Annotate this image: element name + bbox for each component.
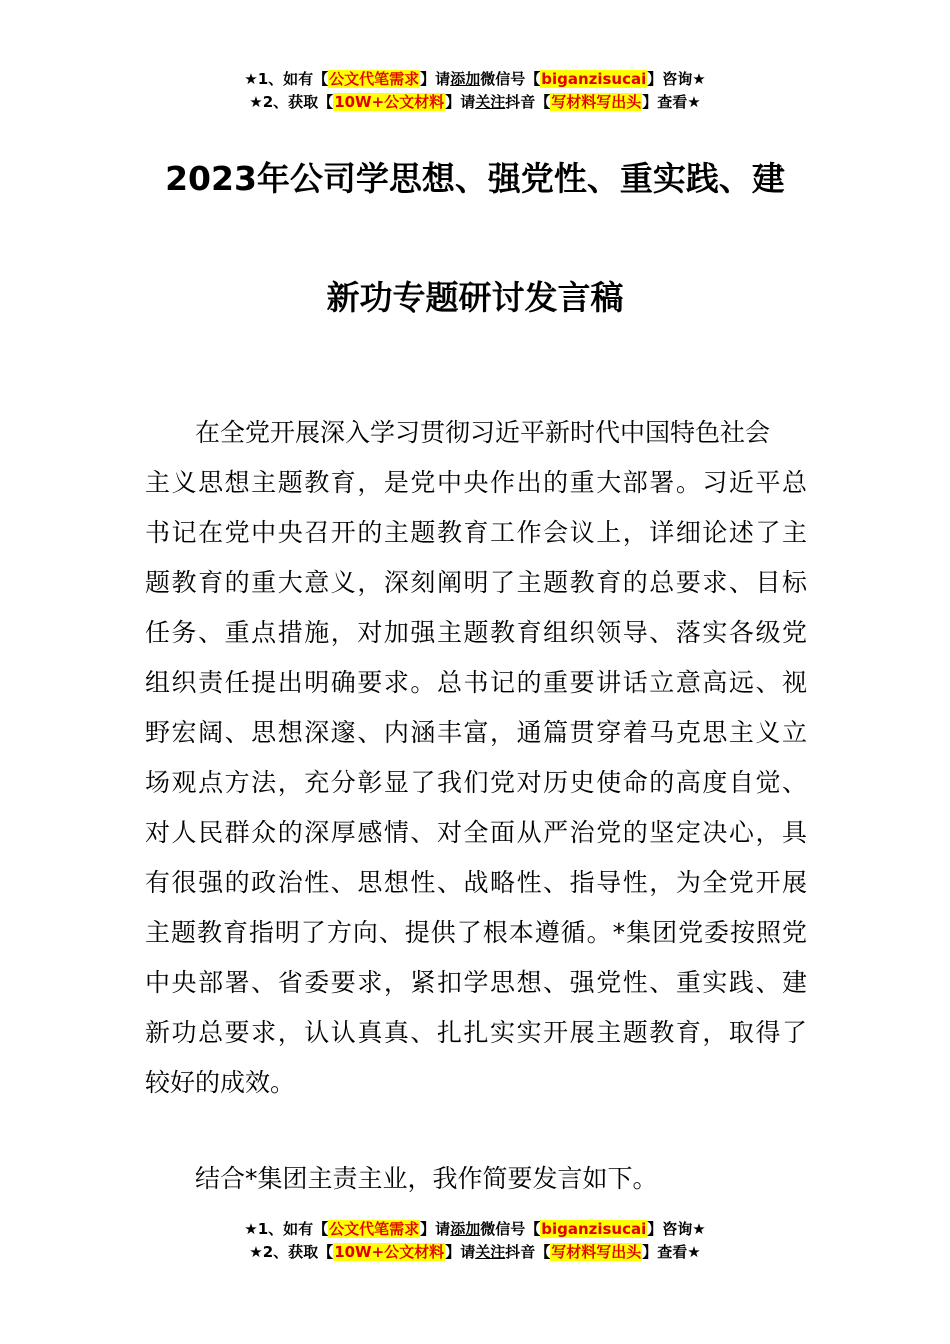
paragraph-line: 中央部署、省委要求，紧扣学思想、强党性、重实践、建 (145, 968, 807, 997)
banner-highlight: 公文代笔需求 (329, 1220, 420, 1238)
paragraph-line: 对人民群众的深厚感情、对全面从严治党的坚定决心，具 (145, 818, 807, 847)
paragraph-line: 场观点方法，充分彰显了我们党对历史使命的高度自觉、 (145, 768, 807, 797)
banner-line-1 (0, 68, 950, 91)
banner-text: 微信号【 (480, 1220, 541, 1238)
banner-text: 】查看★ (642, 93, 701, 111)
banner-text: 抖音【 (505, 93, 551, 111)
banner-highlight: 写材料写出头 (551, 1243, 642, 1261)
banner-text: ★1、如有【 (244, 70, 329, 88)
paragraph-line: 题教育的重大意义，深刻阐明了主题教育的总要求、目标 (145, 568, 807, 597)
banner-text: 】请 (445, 1243, 476, 1261)
banner-text: 】请 (420, 1220, 451, 1238)
banner-underlined: 关注 (475, 93, 506, 111)
paragraph-line: 组织责任提出明确要求。总书记的重要讲话立意高远、视 (145, 668, 807, 697)
paragraph-line: 有很强的政治性、思想性、战略性、指导性，为全党开展 (145, 868, 807, 897)
banner-underlined: 关注 (475, 1243, 506, 1261)
banner-text: 】咨询★ (647, 70, 706, 88)
document-title-line-2: 新功专题研讨发言稿 (326, 278, 624, 317)
banner-text: ★2、获取【 (249, 1243, 334, 1261)
paragraph-line: 在全党开展深入学习贯彻习近平新时代中国特色社会 (195, 418, 771, 447)
banner-underlined: 添加 (450, 1220, 481, 1238)
banner-highlight: biganzisucai (541, 70, 647, 88)
document-title-line-1: 2023年公司学思想、强党性、重实践、建 (165, 159, 785, 198)
banner-text: 抖音【 (505, 1243, 551, 1261)
banner-highlight: 10W+公文材料 (334, 93, 445, 111)
banner-text: 】请 (445, 93, 476, 111)
paragraph-line: 野宏阔、思想深邃、内涵丰富，通篇贯穿着马克思主义立 (145, 718, 807, 747)
paragraph-line: 任务、重点措施，对加强主题教育组织领导、落实各级党 (145, 618, 807, 647)
banner-highlight: 10W+公文材料 (334, 1243, 445, 1261)
banner-text: 】请 (420, 70, 451, 88)
banner-text: ★1、如有【 (244, 1220, 329, 1238)
paragraph-line: 新功总要求，认认真真、扎扎实实开展主题教育，取得了 (145, 1018, 807, 1047)
banner-text: ★2、获取【 (249, 93, 334, 111)
banner-text: 】查看★ (642, 1243, 701, 1261)
banner-highlight: biganzisucai (541, 1220, 647, 1238)
body-paragraph-2: 结合*集团主责主业，我作简要发言如下。 (195, 1164, 658, 1193)
bottom-banner (0, 1218, 950, 1264)
paragraph-line: 较好的成效。 (145, 1068, 296, 1097)
banner-line-1 (0, 1218, 950, 1241)
banner-text: 】咨询★ (647, 1220, 706, 1238)
banner-line-2 (0, 1241, 950, 1264)
banner-line-2 (0, 91, 950, 114)
paragraph-line: 主义思想主题教育，是党中央作出的重大部署。习近平总 (145, 468, 807, 497)
banner-underlined: 添加 (450, 70, 481, 88)
banner-highlight: 公文代笔需求 (329, 70, 420, 88)
top-banner (0, 68, 950, 114)
paragraph-line: 主题教育指明了方向、提供了根本遵循。*集团党委按照党 (145, 918, 807, 947)
banner-highlight: 写材料写出头 (551, 93, 642, 111)
banner-text: 微信号【 (480, 70, 541, 88)
paragraph-line: 书记在党中央召开的主题教育工作会议上，详细论述了主 (145, 518, 807, 547)
body-paragraph-1 (145, 408, 807, 1108)
